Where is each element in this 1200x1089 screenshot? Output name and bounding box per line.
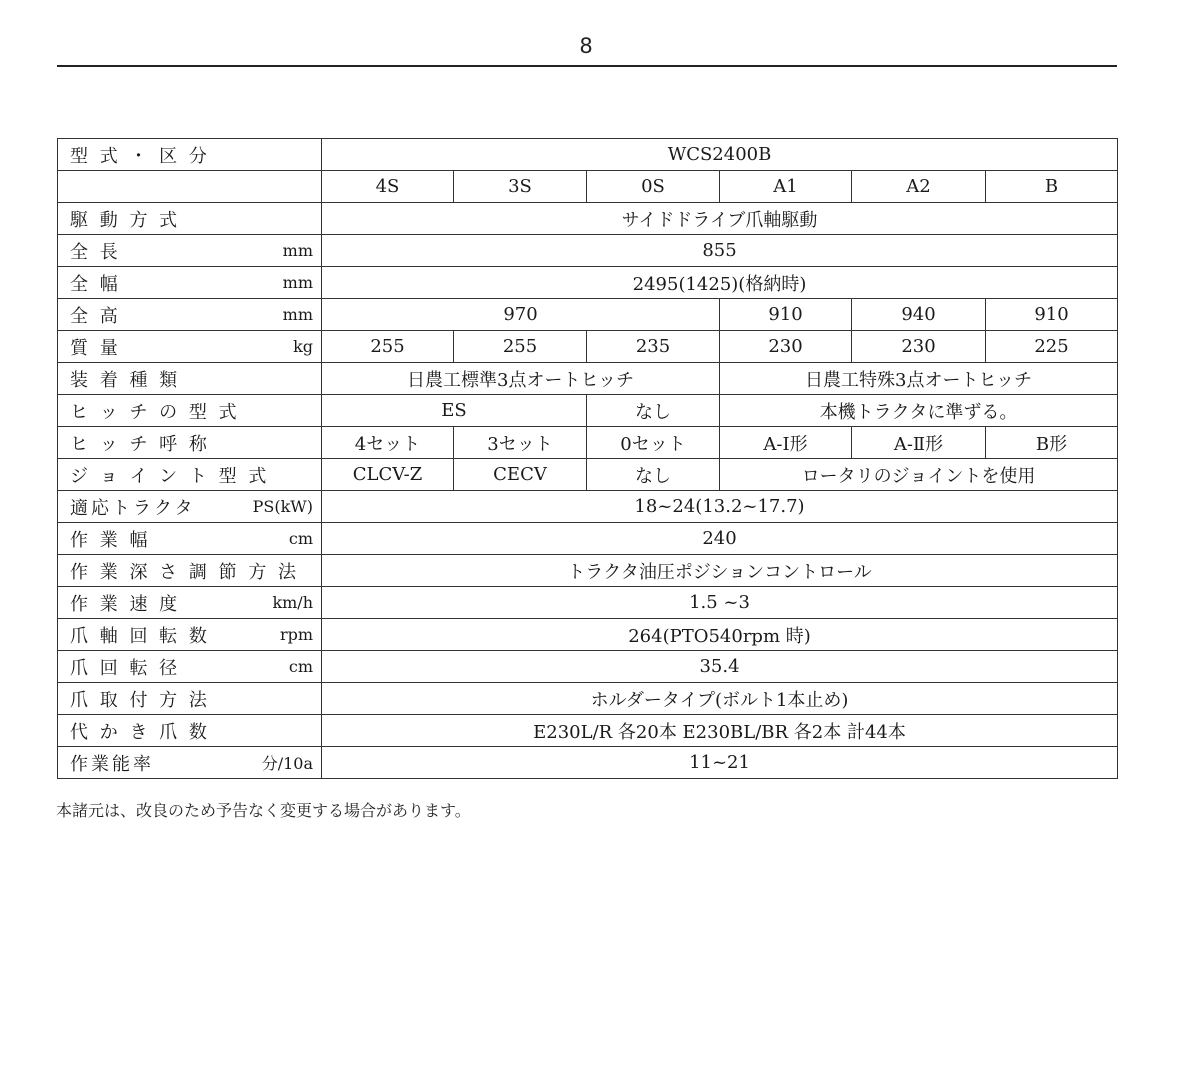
label-text: 爪 取 付 方 法 <box>70 689 210 711</box>
value-cell: なし <box>587 395 720 427</box>
table-row-depth-adjust <box>58 555 1118 587</box>
label-text: 爪 回 転 径 <box>70 657 181 679</box>
label-text: ヒ ッ チ の 型 式 <box>70 401 240 423</box>
value-cell: トラクタ油圧ポジションコントロール <box>322 555 1118 587</box>
variant-header: 0S <box>587 171 720 203</box>
label-text: 全 長 <box>70 241 121 263</box>
unit-text: PS(kW) <box>252 497 313 516</box>
unit-text: cm <box>288 657 313 676</box>
row-label-rpm <box>58 619 322 651</box>
variant-header: A1 <box>720 171 852 203</box>
value-cell: CECV <box>454 459 587 491</box>
value-cell: 35.4 <box>322 651 1118 683</box>
unit-text: mm <box>282 241 313 260</box>
row-label-width <box>58 267 322 299</box>
row-label-drive <box>58 203 322 235</box>
label-text: 全 高 <box>70 305 121 327</box>
row-label-mass <box>58 331 322 363</box>
label-text: ヒ ッ チ 呼 称 <box>70 433 210 455</box>
row-label-hitch-name <box>58 427 322 459</box>
value-cell: ES <box>322 395 587 427</box>
header-rule <box>57 65 1117 67</box>
row-label-diameter <box>58 651 322 683</box>
row-label-tractor <box>58 491 322 523</box>
value-cell: 264(PTO540rpm 時) <box>322 619 1118 651</box>
value-cell: ロータリのジョイントを使用 <box>720 459 1118 491</box>
unit-text: cm <box>288 529 313 548</box>
table-row-variants <box>58 171 1118 203</box>
table-row-capacity <box>58 747 1118 779</box>
value-cell: 0セット <box>587 427 720 459</box>
table-row-hitch-type <box>58 395 1118 427</box>
value-cell: 18~24(13.2~17.7) <box>322 491 1118 523</box>
value-cell: サイドドライブ爪軸駆動 <box>322 203 1118 235</box>
label-text: 装 着 種 類 <box>70 369 181 391</box>
value-cell: 255 <box>322 331 454 363</box>
label-text: 作 業 幅 <box>70 529 151 551</box>
value-cell: B形 <box>986 427 1118 459</box>
table-row-joint <box>58 459 1118 491</box>
row-label-depth-adjust <box>58 555 322 587</box>
table-row-drive <box>58 203 1118 235</box>
value-cell: A-Ⅱ形 <box>852 427 986 459</box>
unit-text: mm <box>282 273 313 292</box>
spec-table <box>57 138 1118 779</box>
value-cell: A-Ⅰ形 <box>720 427 852 459</box>
table-row-mass <box>58 331 1118 363</box>
label-text: 爪 軸 回 転 数 <box>70 625 210 647</box>
table-row-model <box>58 139 1118 171</box>
table-row-hitch-name <box>58 427 1118 459</box>
value-cell: 225 <box>986 331 1118 363</box>
table-row-diameter <box>58 651 1118 683</box>
value-cell: 日農工標準3点オートヒッチ <box>322 363 720 395</box>
label-text: 作 業 深 さ 調 節 方 法 <box>70 561 300 583</box>
value-cell: 940 <box>852 299 986 331</box>
table-row-rpm <box>58 619 1118 651</box>
label-text: ジ ョ イ ン ト 型 式 <box>70 465 270 487</box>
unit-text: km/h <box>272 593 313 612</box>
page-number: 8 <box>579 34 593 58</box>
label-text: 型 式 ・ 区 分 <box>70 145 210 167</box>
value-cell: なし <box>587 459 720 491</box>
table-row-blades <box>58 715 1118 747</box>
row-label-blank <box>58 171 322 203</box>
value-cell: 日農工特殊3点オートヒッチ <box>720 363 1118 395</box>
value-cell: E230L/R 各20本 E230BL/BR 各2本 計44本 <box>322 715 1118 747</box>
table-row-speed <box>58 587 1118 619</box>
value-cell: 230 <box>720 331 852 363</box>
table-row-height <box>58 299 1118 331</box>
label-text: 作 業 速 度 <box>70 593 181 615</box>
row-label-capacity <box>58 747 322 779</box>
value-cell: ホルダータイプ(ボルト1本止め) <box>322 683 1118 715</box>
table-row-length <box>58 235 1118 267</box>
label-text: 作業能率 <box>70 753 154 775</box>
unit-text: kg <box>293 337 313 356</box>
model-name-cell: WCS2400B <box>322 139 1118 171</box>
label-text: 駆 動 方 式 <box>70 209 181 231</box>
value-cell: 910 <box>986 299 1118 331</box>
value-cell: 11~21 <box>322 747 1118 779</box>
unit-text: rpm <box>279 625 313 644</box>
label-text: 全 幅 <box>70 273 121 295</box>
row-label-mounting <box>58 683 322 715</box>
table-row-mount <box>58 363 1118 395</box>
value-cell: 855 <box>322 235 1118 267</box>
variant-header: A2 <box>852 171 986 203</box>
label-text: 適応トラクタ <box>70 497 196 519</box>
row-label-work-width <box>58 523 322 555</box>
value-cell: 910 <box>720 299 852 331</box>
row-label-hitch-type <box>58 395 322 427</box>
unit-text: mm <box>282 305 313 324</box>
value-cell: 230 <box>852 331 986 363</box>
value-cell: 1.5 ~3 <box>322 587 1118 619</box>
table-row-tractor <box>58 491 1118 523</box>
table-row-width <box>58 267 1118 299</box>
value-cell: CLCV-Z <box>322 459 454 491</box>
label-text: 代 か き 爪 数 <box>70 721 210 743</box>
row-label-length <box>58 235 322 267</box>
table-row-mounting <box>58 683 1118 715</box>
value-cell: 4セット <box>322 427 454 459</box>
row-label-model <box>58 139 322 171</box>
variant-header: B <box>986 171 1118 203</box>
value-cell: 本機トラクタに準ずる。 <box>720 395 1118 427</box>
value-cell: 3セット <box>454 427 587 459</box>
value-cell: 240 <box>322 523 1118 555</box>
value-cell: 255 <box>454 331 587 363</box>
footnote: 本諸元は、改良のため予告なく変更する場合があります。 <box>56 801 471 820</box>
unit-text: 分/10a <box>261 754 313 773</box>
variant-header: 4S <box>322 171 454 203</box>
label-text: 質 量 <box>70 337 121 359</box>
value-cell: 970 <box>322 299 720 331</box>
row-label-joint <box>58 459 322 491</box>
row-label-blades <box>58 715 322 747</box>
value-cell: 235 <box>587 331 720 363</box>
row-label-height <box>58 299 322 331</box>
variant-header: 3S <box>454 171 587 203</box>
row-label-speed <box>58 587 322 619</box>
row-label-mount <box>58 363 322 395</box>
value-cell: 2495(1425)(格納時) <box>322 267 1118 299</box>
table-row-work-width <box>58 523 1118 555</box>
